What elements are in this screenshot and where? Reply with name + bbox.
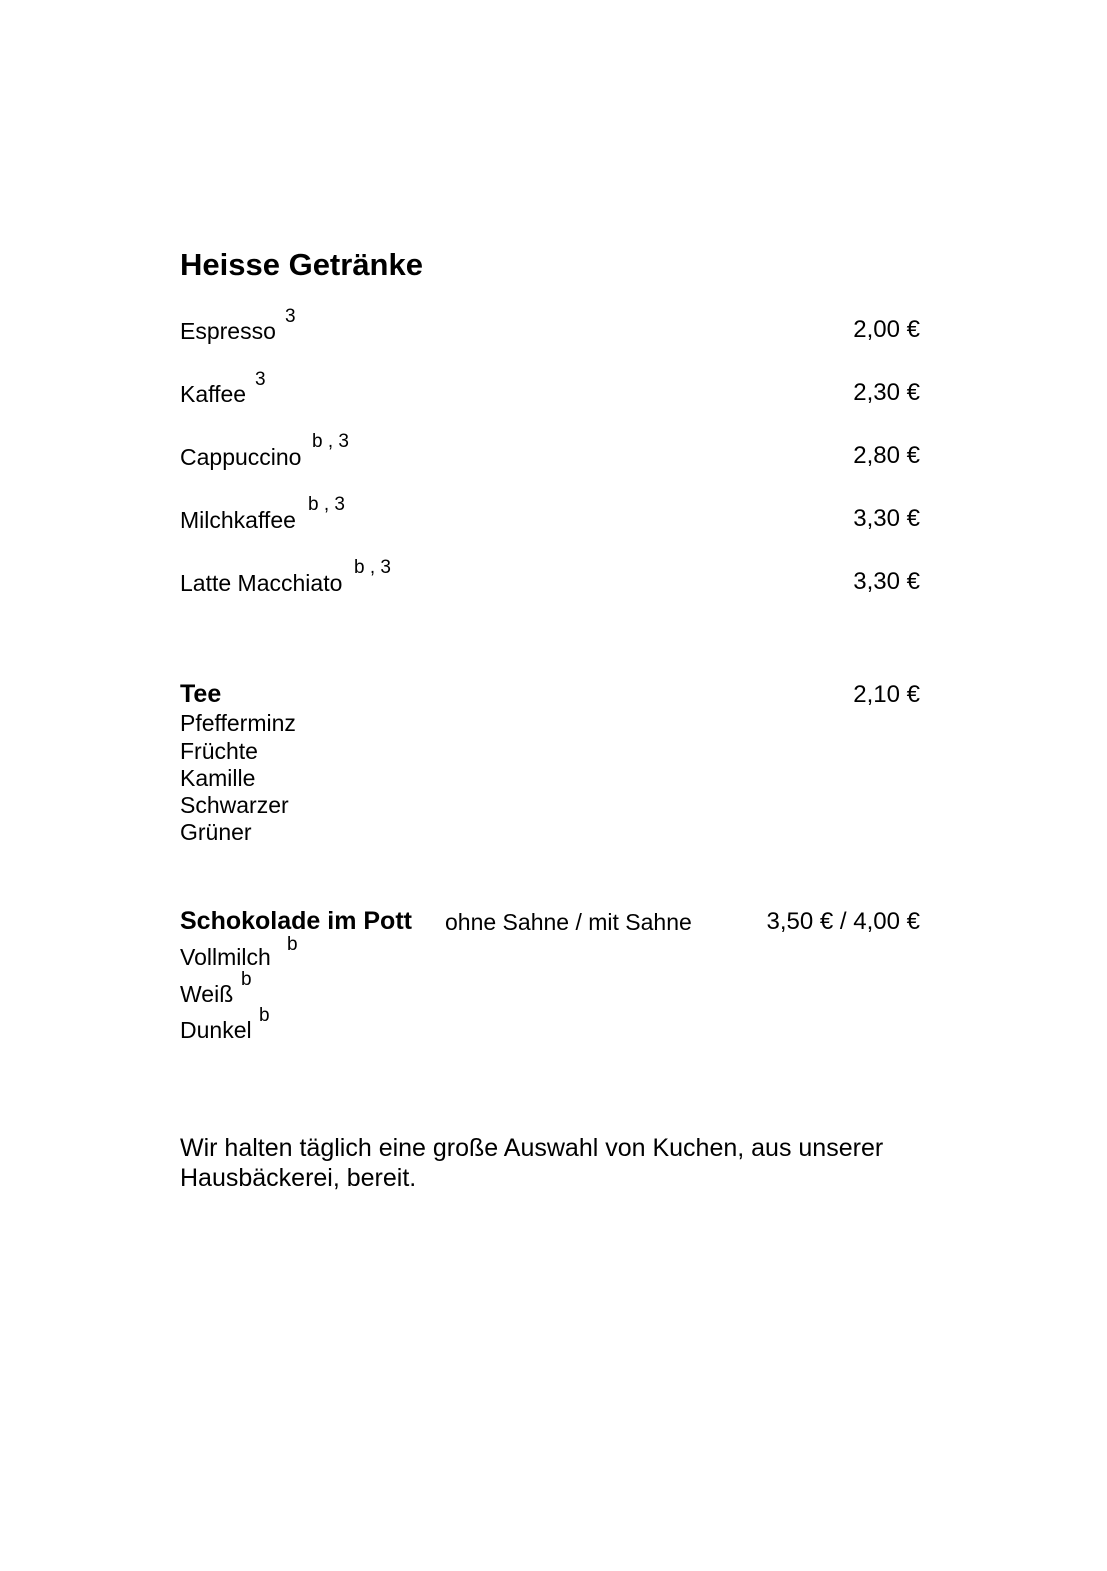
tea-price: 2,10 €	[853, 681, 920, 708]
tea-variety: Grüner	[180, 819, 252, 845]
drink-price: 3,30 €	[853, 505, 920, 532]
chocolate-variety: Vollmilch	[180, 944, 271, 970]
drink-price: 2,30 €	[853, 379, 920, 406]
chocolate-variety: Weiß	[180, 981, 234, 1007]
drink-price: 2,80 €	[853, 442, 920, 469]
allergen-note: b , 3	[312, 431, 349, 452]
tea-variety: Pfefferminz	[180, 710, 296, 736]
drink-name-espresso: Espresso	[180, 318, 276, 344]
allergen-note: b	[241, 969, 252, 990]
drink-name-latte-macchiato: Latte Macchiato	[180, 570, 343, 596]
allergen-note: b , 3	[308, 494, 345, 515]
drink-name-cappuccino: Cappuccino	[180, 444, 302, 470]
drink-price: 2,00 €	[853, 316, 920, 343]
drink-price: 3,30 €	[853, 568, 920, 595]
chocolate-options: ohne Sahne / mit Sahne	[445, 909, 692, 935]
chocolate-section-title: Schokolade im Pott	[180, 907, 412, 935]
allergen-note: b	[287, 934, 298, 955]
chocolate-price: 3,50 € / 4,00 €	[766, 908, 920, 935]
allergen-note: 3	[285, 306, 296, 327]
chocolate-variety: Dunkel	[180, 1017, 252, 1043]
allergen-note: b , 3	[354, 557, 391, 578]
bakery-note: Wir halten täglich eine große Auswahl von Kuchen, aus unserer Hausbäckerei, bereit.	[180, 1134, 884, 1192]
page-title: Heisse Getränke	[180, 247, 423, 282]
tea-variety: Früchte	[180, 738, 258, 764]
drink-name-kaffee: Kaffee	[180, 381, 247, 407]
allergen-note: b	[259, 1005, 270, 1026]
allergen-note: 3	[255, 369, 266, 390]
drink-name-milchkaffee: Milchkaffee	[180, 507, 296, 533]
tea-section-title: Tee	[180, 680, 222, 708]
tea-variety: Schwarzer	[180, 792, 289, 818]
tea-variety: Kamille	[180, 765, 256, 791]
